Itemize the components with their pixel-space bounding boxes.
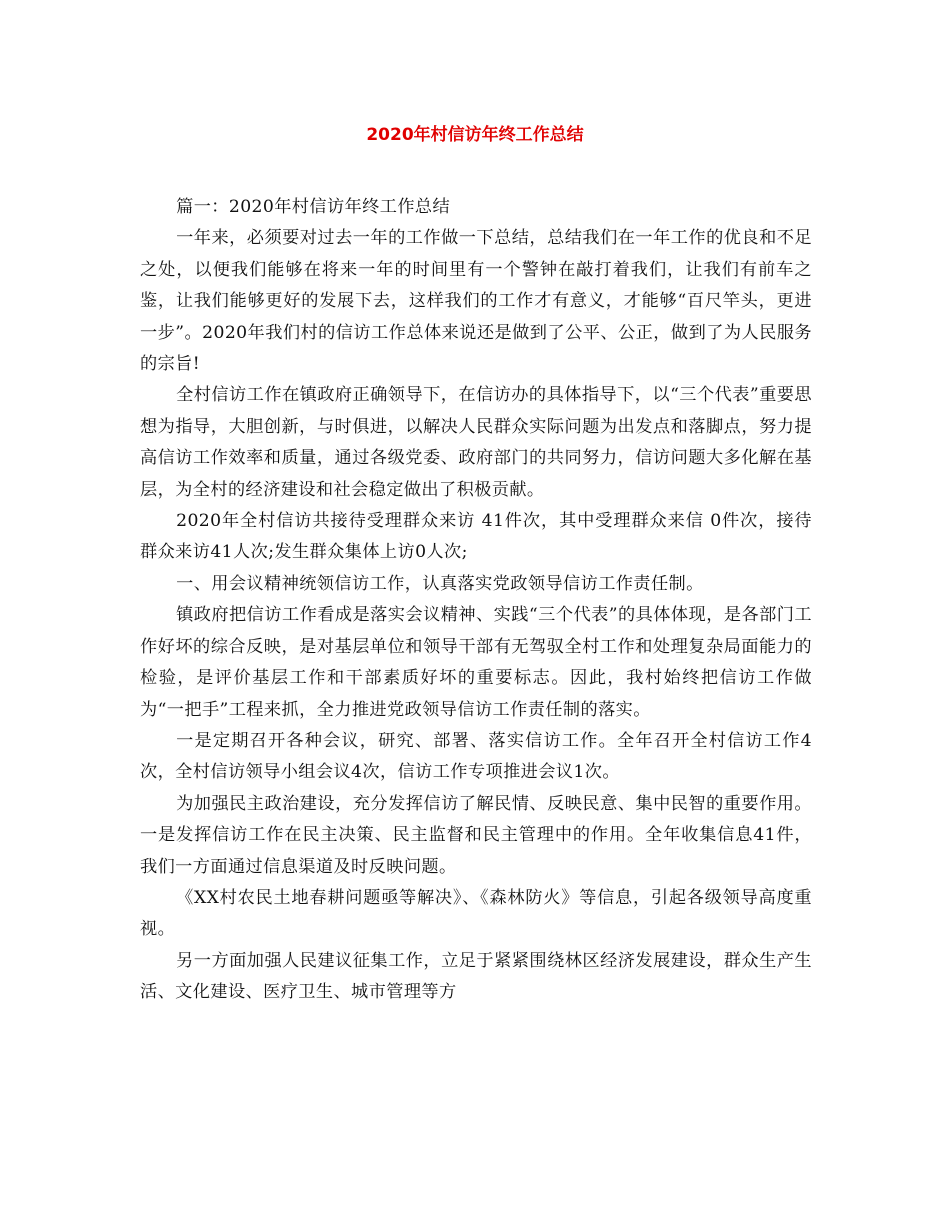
paragraph: 镇政府把信访工作看成是落实会议精神、实践“三个代表”的具体体现，是各部门工作好坏的综合反映，是对基层单位和领导干部有无驾驭全村工作和处理复杂局面能力的检验，是评价基层工作和干部素质好坏的重要标志。因此，我村始终把信访工作做为“一把手”工程来抓，全力推进党政领导信访工作责任制的落实。	[140, 605, 812, 720]
paragraph: 一是定期召开各种会议，研究、部署、落实信访工作。全年召开全村信访工作4次，全村信访领导小组会议4次，信访工作专项推进会议1次。	[140, 730, 812, 783]
section-heading: 一、用会议精神统领信访工作，认真落实党政领导信访工作责任制。	[176, 573, 704, 594]
paragraph: 全村信访工作在镇政府正确领导下，在信访办的具体指导下，以“三个代表”重要思想为指导，大胆创新，与时俱进，以解决人民群众实际问题为出发点和落脚点，努力提高信访工作效率和质量，通过各级党委、政府部门的共同努力，信访问题大多化解在基层，为全村的经济建设和社会稳定做出了积极贡献。	[140, 385, 812, 500]
document-body	[140, 192, 812, 1009]
paragraph: 一年来，必须要对过去一年的工作做一下总结，总结我们在一年工作的优良和不足之处，以便我们能够在将来一年的时间里有一个警钟在敲打着我们，让我们有前车之鉴，让我们能够更好的发展下去，这样我们的工作才有意义，才能够“百尺竿头，更进一步”。2020年我们村的信访工作总体来说还是做到了公平、公正，做到了为人民服务的宗旨!	[140, 228, 812, 375]
paragraph: 2020年全村信访共接待受理群众来访 41件次，其中受理群众来信 0件次，接待群众来访41人次;发生群众集体上访0人次;	[140, 511, 812, 563]
paragraph: 为加强民主政治建设，充分发挥信访了解民情、反映民意、集中民智的重要作用。一是发挥信访工作在民主决策、民主监督和民主管理中的作用。全年收集信息41件，我们一方面通过信息渠道及时反映问题。	[140, 793, 812, 877]
document-title: 2020年村信访年终工作总结	[366, 125, 584, 145]
paragraph-heading: 篇一：2020年村信访年终工作总结	[176, 197, 451, 217]
paragraph: 《XX村农民土地春耕问题亟等解决》、《森林防火》等信息，引起各级领导高度重视。	[140, 887, 812, 940]
paragraph: 另一方面加强人民建议征集工作，立足于紧紧围绕林区经济发展建设，群众生产生活、文化建设、医疗卫生、城市管理等方	[140, 950, 812, 1003]
